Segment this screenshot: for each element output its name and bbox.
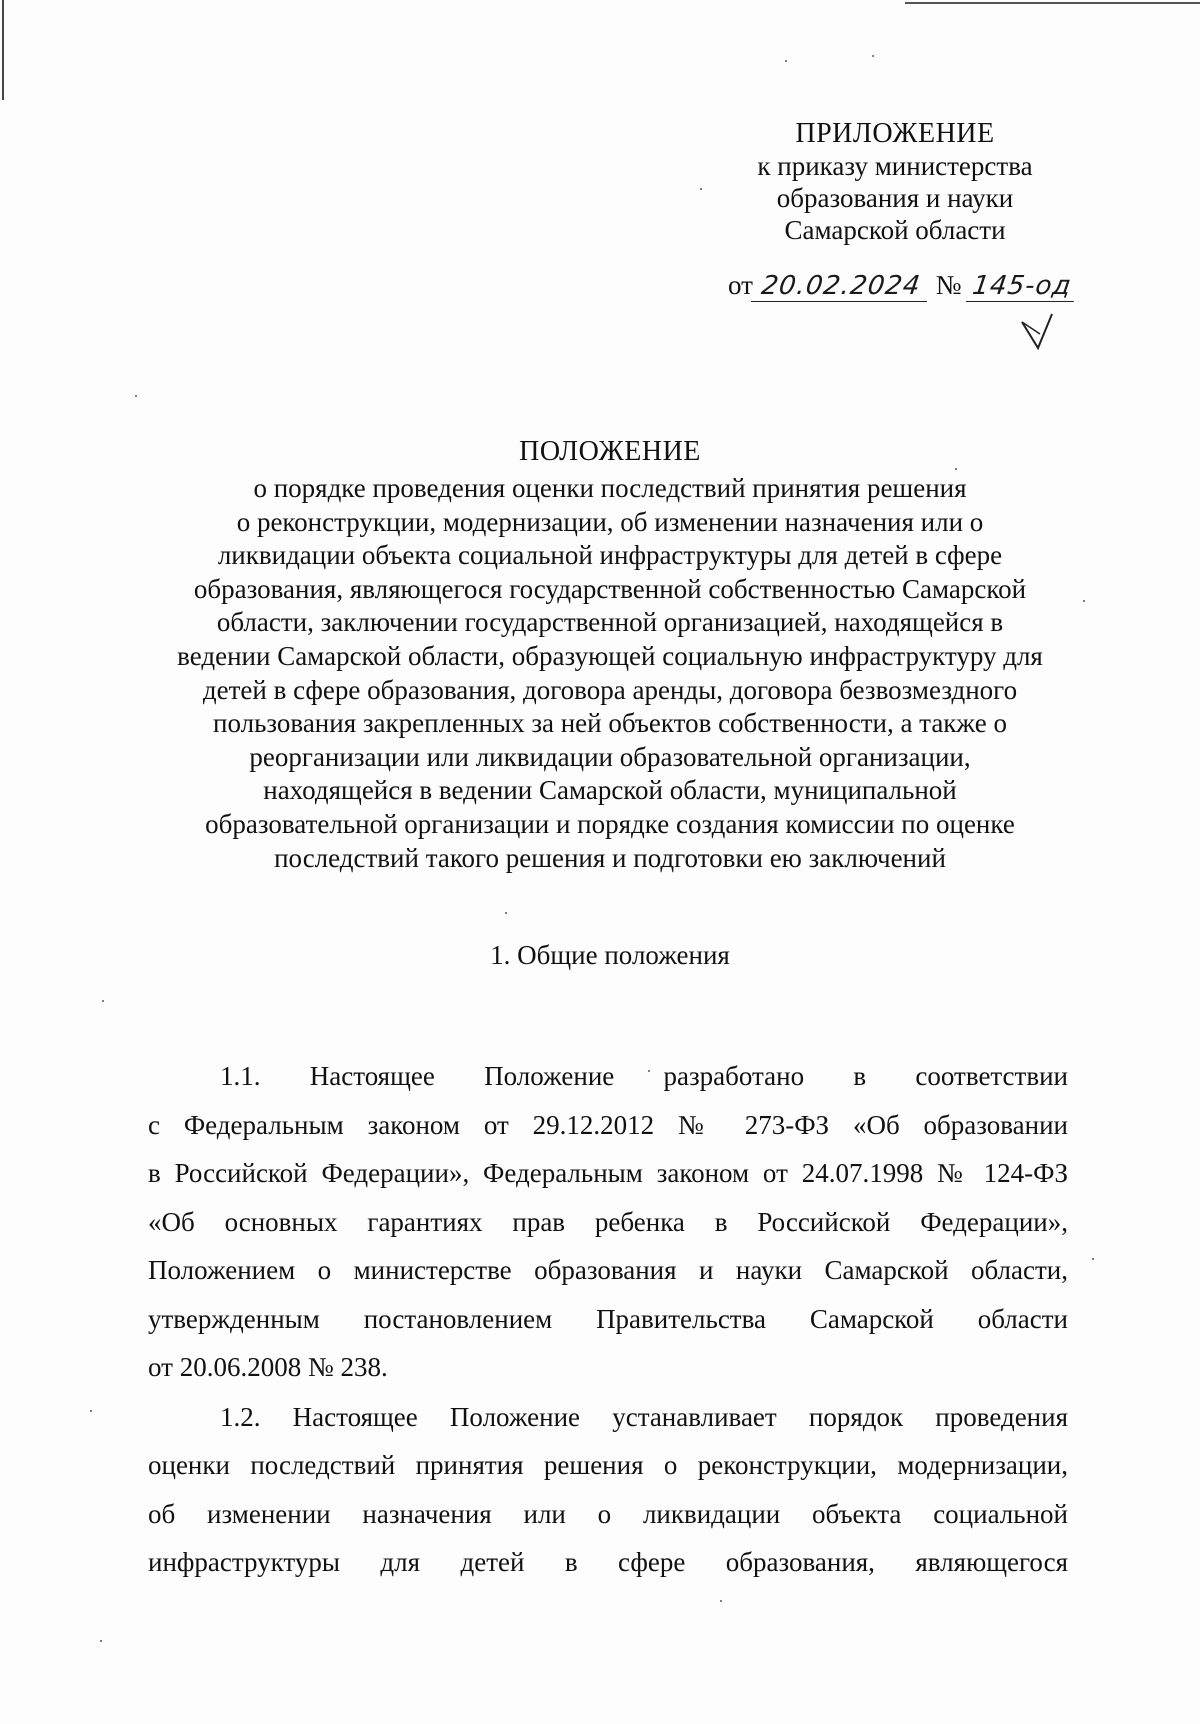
appendix-header <box>735 118 1055 246</box>
subtitle-line: о порядке проведения оценки последствий принятия решения <box>253 473 967 503</box>
scan-speck <box>100 1640 102 1642</box>
scan-artifact-line <box>2 0 4 100</box>
scan-speck <box>1092 1258 1094 1260</box>
handwritten-checkmark-icon <box>1018 312 1058 352</box>
from-label: от <box>728 270 753 300</box>
appendix-title: ПРИЛОЖЕНИЕ <box>795 118 995 149</box>
paragraph-line: 1.2. Настоящее Положение устанавливает порядок проведения <box>220 1401 1068 1432</box>
paragraph-line: 1.1. Настоящее Положение разработано в соответствии <box>220 1061 1068 1091</box>
paragraph-line: в Российской Федерации», Федеральным законом от 24.07.1998 № 124-ФЗ <box>148 1158 1068 1188</box>
section-heading: 1. Общие положения <box>490 940 730 970</box>
subtitle-line: пользования закрепленных за ней объектов собственности, а также о <box>213 708 1007 739</box>
subtitle-line: образования, являющегося государственной собственностью Самарской <box>193 573 1027 604</box>
document-body <box>148 1052 1068 1587</box>
scan-artifact-line <box>905 2 1200 4</box>
subtitle-line: реорганизации или ликвидации образовательной организации, <box>249 741 971 772</box>
paragraph-line: инфраструктуры для детей в сфере образования, являющегося <box>148 1547 1068 1577</box>
subtitle-line: находящейся в ведении Самарской области, муниципальной <box>263 775 957 806</box>
appendix-line: образования и науки <box>776 183 1014 213</box>
scan-speck <box>505 912 507 914</box>
scan-speck <box>700 188 702 190</box>
order-reference <box>728 270 1088 302</box>
appendix-line: Самарской области <box>784 215 1006 245</box>
paragraph-line: от 20.06.2008 № 238. <box>148 1352 388 1382</box>
scan-speck <box>955 468 957 470</box>
scan-speck <box>785 60 787 62</box>
appendix-line: к приказу министерства <box>757 151 1033 181</box>
subtitle-line: о реконструкции, модернизации, об изменении назначения или о <box>236 506 984 537</box>
paragraph-1 <box>148 1052 1068 1392</box>
handwritten-date: 20.02.2024 <box>751 271 931 302</box>
number-label: № <box>935 270 962 300</box>
scan-speck <box>720 1600 722 1602</box>
subtitle-line: последствий такого решения и подготовки ею заключений <box>274 842 946 873</box>
scan-speck <box>102 1000 104 1002</box>
paragraph-line: Положением о министерстве образования и науки Самарской области, <box>148 1255 1068 1285</box>
handwritten-number: 145-од <box>966 271 1078 302</box>
subtitle-line: детей в сфере образования, договора аренды, договора безвозмездного <box>202 674 1018 705</box>
subtitle-line: образовательной организации и порядке создания комиссии по оценке <box>205 808 1015 839</box>
paragraph-line: оценки последствий принятия решения о реконструкции, модернизации, <box>148 1450 1068 1480</box>
paragraph-line: с Федеральным законом от 29.12.2012 № 273-ФЗ «Об образовании <box>148 1109 1068 1140</box>
subtitle-line: области, заключении государственной организацией, находящейся в <box>216 607 1004 638</box>
scan-speck <box>872 55 874 57</box>
paragraph-line: утвержденным постановлением Правительства Самарской области <box>148 1303 1068 1334</box>
paragraph-line: «Об основных гарантиях прав ребенка в Российской Федерации», <box>148 1206 1068 1237</box>
paragraph-2 <box>148 1393 1068 1587</box>
paragraph-line: об изменении назначения или о ликвидации объекта социальной <box>148 1498 1068 1529</box>
subtitle-line: ликвидации объекта социальной инфраструктуры для детей в сфере <box>217 540 1003 571</box>
document-subtitle <box>130 472 1090 875</box>
document-title: ПОЛОЖЕНИЕ <box>519 436 701 467</box>
scan-speck <box>90 1410 92 1412</box>
scan-speck <box>135 395 137 397</box>
subtitle-line: ведении Самарской области, образующей социальную инфраструктуру для <box>177 640 1043 671</box>
